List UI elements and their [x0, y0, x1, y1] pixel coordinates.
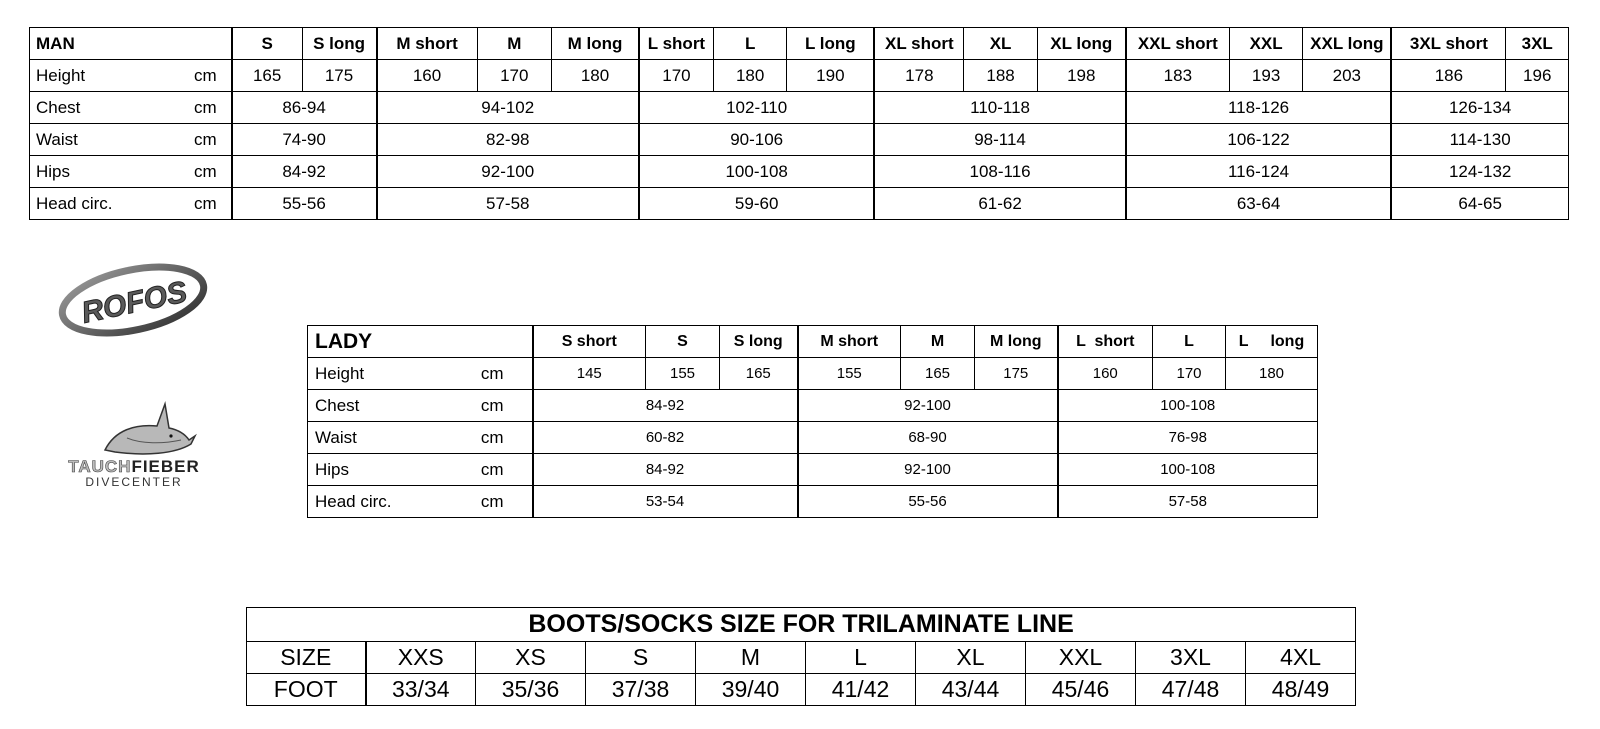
lady-row-label: Waist cm — [308, 422, 533, 454]
lady-height-cell: 155 — [646, 358, 720, 390]
man-row-label: Waist cm — [30, 124, 232, 156]
lady-size-header: S short — [533, 326, 646, 358]
lady-title: LADY — [308, 326, 533, 358]
man-head-row — [30, 188, 1569, 220]
man-hips-row — [30, 156, 1569, 188]
lady-measure-cell: 57-58 — [1058, 486, 1318, 518]
shark-icon — [105, 404, 195, 454]
man-measure-cell: 86-94 — [232, 92, 377, 124]
man-measure-cell: 118-126 — [1126, 92, 1392, 124]
man-row-label: Chest cm — [30, 92, 232, 124]
man-measure-cell: 126-134 — [1391, 92, 1568, 124]
tauchfieber-logo — [45, 400, 223, 492]
man-height-cell: 175 — [302, 60, 376, 92]
man-measure-cell: 64-65 — [1391, 188, 1568, 220]
lady-size-header: M short — [798, 326, 901, 358]
man-height-cell: 203 — [1303, 60, 1392, 92]
man-size-header: S — [232, 28, 302, 60]
lady-measure-cell: 100-108 — [1058, 390, 1318, 422]
lady-height-cell: 180 — [1226, 358, 1318, 390]
divecenter-text: DIVECENTER — [85, 475, 183, 489]
man-height-cell: 196 — [1506, 60, 1569, 92]
lady-head-row — [308, 486, 1318, 518]
man-size-table — [29, 27, 1569, 220]
man-size-header: XL short — [874, 28, 964, 60]
boots-foot-cell: 39/40 — [696, 674, 806, 706]
lady-measure-cell: 53-54 — [533, 486, 798, 518]
rofos-logo — [57, 262, 209, 342]
man-size-header: XXL long — [1303, 28, 1392, 60]
man-height-cell: 160 — [377, 60, 478, 92]
lady-size-header: S long — [720, 326, 798, 358]
man-height-cell: 186 — [1391, 60, 1506, 92]
man-row-label: Head circ. cm — [30, 188, 232, 220]
lady-height-cell: 160 — [1058, 358, 1153, 390]
man-height-row — [30, 60, 1569, 92]
boots-foot-cell: 35/36 — [476, 674, 586, 706]
lady-row-label: Chest cm — [308, 390, 533, 422]
man-height-cell: 170 — [639, 60, 713, 92]
man-measure-cell: 92-100 — [377, 156, 640, 188]
boots-size-cell: XXL — [1026, 642, 1136, 674]
man-height-cell: 190 — [787, 60, 875, 92]
man-measure-cell: 124-132 — [1391, 156, 1568, 188]
boots-size-cell: 4XL — [1246, 642, 1356, 674]
lady-size-header: L short — [1058, 326, 1153, 358]
man-row-label: Hips cm — [30, 156, 232, 188]
man-measure-cell: 94-102 — [377, 92, 640, 124]
man-measure-cell: 100-108 — [639, 156, 874, 188]
man-size-header: L — [713, 28, 786, 60]
boots-foot-cell: 37/38 — [586, 674, 696, 706]
man-height-cell: 180 — [552, 60, 640, 92]
boots-foot-cell: 41/42 — [806, 674, 916, 706]
lady-measure-cell: 76-98 — [1058, 422, 1318, 454]
man-height-cell: 188 — [964, 60, 1037, 92]
boots-size-cell: XXS — [366, 642, 476, 674]
man-size-header: L short — [639, 28, 713, 60]
lady-height-cell: 175 — [975, 358, 1058, 390]
boots-foot-label: FOOT — [247, 674, 366, 706]
boots-size-cell: S — [586, 642, 696, 674]
man-measure-cell: 114-130 — [1391, 124, 1568, 156]
man-height-cell: 193 — [1229, 60, 1302, 92]
man-measure-cell: 98-114 — [874, 124, 1125, 156]
man-size-header: M short — [377, 28, 478, 60]
boots-foot-cell: 45/46 — [1026, 674, 1136, 706]
man-header-row — [30, 28, 1569, 60]
lady-measure-cell: 60-82 — [533, 422, 798, 454]
lady-height-cell: 165 — [901, 358, 975, 390]
man-size-header: 3XL — [1506, 28, 1569, 60]
lady-height-row — [308, 358, 1318, 390]
man-measure-cell: 55-56 — [232, 188, 377, 220]
lady-size-header: L — [1153, 326, 1226, 358]
boots-foot-cell: 47/48 — [1136, 674, 1246, 706]
man-height-cell: 178 — [874, 60, 964, 92]
lady-height-cell: 170 — [1153, 358, 1226, 390]
boots-size-cell: M — [696, 642, 806, 674]
man-measure-cell: 110-118 — [874, 92, 1125, 124]
man-measure-cell: 84-92 — [232, 156, 377, 188]
lady-height-cell: 155 — [798, 358, 901, 390]
lady-height-cell: 145 — [533, 358, 646, 390]
man-row-label: Height cm — [30, 60, 232, 92]
lady-measure-cell: 84-92 — [533, 454, 798, 486]
lady-size-table — [307, 325, 1318, 518]
man-height-cell: 170 — [477, 60, 551, 92]
man-measure-cell: 108-116 — [874, 156, 1125, 188]
man-height-cell: 165 — [232, 60, 302, 92]
lady-header-row — [308, 326, 1318, 358]
man-measure-cell: 82-98 — [377, 124, 640, 156]
man-waist-row — [30, 124, 1569, 156]
man-measure-cell: 59-60 — [639, 188, 874, 220]
man-size-header: L long — [787, 28, 875, 60]
boots-size-cell: L — [806, 642, 916, 674]
man-size-header: XL — [964, 28, 1037, 60]
svg-text:TAUCHFIEBER — [68, 457, 200, 476]
lady-measure-cell: 100-108 — [1058, 454, 1318, 486]
boots-foot-cell: 48/49 — [1246, 674, 1356, 706]
lady-measure-cell: 92-100 — [798, 454, 1058, 486]
boots-size-cell: XS — [476, 642, 586, 674]
boots-title-row — [247, 608, 1356, 642]
man-size-header: M — [477, 28, 551, 60]
lady-size-header: M long — [975, 326, 1058, 358]
man-size-header: XXL — [1229, 28, 1302, 60]
man-height-cell: 180 — [713, 60, 786, 92]
lady-size-header: M — [901, 326, 975, 358]
man-measure-cell: 74-90 — [232, 124, 377, 156]
lady-measure-cell: 84-92 — [533, 390, 798, 422]
boots-size-row — [247, 642, 1356, 674]
man-height-cell: 183 — [1126, 60, 1230, 92]
lady-waist-row — [308, 422, 1318, 454]
boots-size-table — [246, 607, 1356, 706]
man-measure-cell: 90-106 — [639, 124, 874, 156]
man-size-header: XL long — [1037, 28, 1126, 60]
man-measure-cell: 57-58 — [377, 188, 640, 220]
lady-height-cell: 165 — [720, 358, 798, 390]
man-size-header: M long — [552, 28, 640, 60]
lady-size-header: S — [646, 326, 720, 358]
boots-foot-cell: 33/34 — [366, 674, 476, 706]
man-size-header: S long — [302, 28, 376, 60]
boots-foot-row — [247, 674, 1356, 706]
man-measure-cell: 61-62 — [874, 188, 1125, 220]
man-size-header: 3XL short — [1391, 28, 1506, 60]
rofos-logo-text: ROFOS — [78, 275, 190, 330]
man-title: MAN — [30, 28, 232, 60]
lady-hips-row — [308, 454, 1318, 486]
man-height-cell: 198 — [1037, 60, 1126, 92]
lady-measure-cell: 55-56 — [798, 486, 1058, 518]
lady-measure-cell: 92-100 — [798, 390, 1058, 422]
boots-size-cell: XL — [916, 642, 1026, 674]
lady-measure-cell: 68-90 — [798, 422, 1058, 454]
boots-title: BOOTS/SOCKS SIZE FOR TRILAMINATE LINE — [247, 608, 1356, 642]
lady-chest-row — [308, 390, 1318, 422]
man-measure-cell: 116-124 — [1126, 156, 1392, 188]
man-size-header: XXL short — [1126, 28, 1230, 60]
fieber-text: FIEBER — [131, 457, 200, 476]
lady-row-label: Head circ. cm — [308, 486, 533, 518]
man-measure-cell: 106-122 — [1126, 124, 1392, 156]
lady-row-label: Height cm — [308, 358, 533, 390]
man-measure-cell: 63-64 — [1126, 188, 1392, 220]
tauch-text: TAUCH — [68, 457, 132, 476]
man-chest-row — [30, 92, 1569, 124]
man-measure-cell: 102-110 — [639, 92, 874, 124]
boots-foot-cell: 43/44 — [916, 674, 1026, 706]
lady-size-header: L long — [1226, 326, 1318, 358]
lady-row-label: Hips cm — [308, 454, 533, 486]
boots-size-label: SIZE — [247, 642, 366, 674]
boots-size-cell: 3XL — [1136, 642, 1246, 674]
